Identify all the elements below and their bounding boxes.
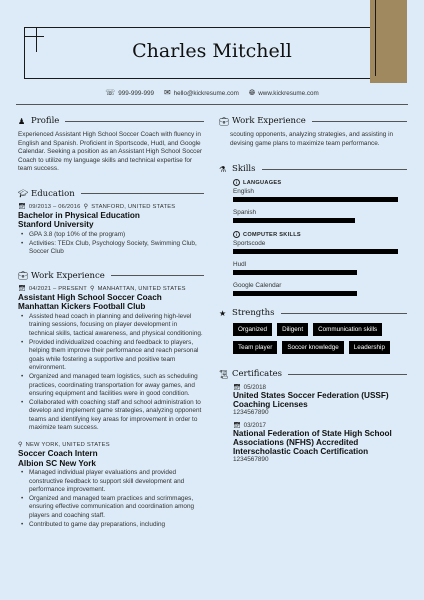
email-text: hello@kickresume.com — [173, 89, 239, 97]
certificate-title: United States Soccer Federation (USSF) Coaching Licenses — [233, 391, 389, 410]
list-item: • Contributed to game day preparations, including — [18, 521, 204, 530]
strength-tag: Communication skills — [313, 323, 382, 336]
skill-group-name: COMPUTER SKILLS — [243, 231, 301, 238]
work-title: Work Experience — [31, 270, 105, 281]
profile-text: Experienced Assistant High School Soccer Coach with fluency in English and Spanish. Proficient in Sportscode, Hudl, and Google Calendar. Seeking a position as an Assistant High School Soccer Coach to utilize my language skills and technical expertise for team success. — [18, 131, 203, 173]
job-dates: 04/2021 – PRESENT — [28, 285, 88, 292]
right-column — [219, 116, 407, 463]
certificate-date-text: 03/2017 — [243, 422, 266, 430]
globe-icon: 🌐︎ — [248, 88, 256, 97]
email-icon: ✉ — [163, 88, 171, 97]
list-item: • Collaborated with coaching staff and school administration to develop and implement game strategies, analyzing opponent teams and identifying key areas for improvement in order to maximize team success. — [18, 399, 204, 433]
skill-group-heading — [219, 231, 407, 238]
skill-name: Spanish — [233, 209, 257, 217]
skill-bar — [233, 218, 355, 223]
list-item: • Provided individualized coaching and feedback to players, helping them improve their performance and reach personal goals while fostering a supportive and positive team environment. — [18, 339, 204, 373]
education-school: Stanford University — [18, 220, 94, 230]
skill-group — [219, 240, 407, 296]
website-text: www.kickresume.com — [258, 89, 319, 97]
list-item: • Assisted head coach in planning and delivering high-level training sessions, focusing on player development in technical skills, tactical awareness, and physical conditioning. — [18, 313, 204, 339]
education-bullets — [18, 231, 204, 257]
work-heading — [18, 271, 204, 281]
job-bullets — [18, 313, 204, 433]
candidate-name: Charles Mitchell — [132, 40, 292, 62]
contact-website[interactable] — [249, 89, 319, 97]
job-role: Soccer Coach Intern — [18, 449, 98, 459]
list-item: • Activities: TEDx Club, Psychology Society, Swimming Club, Soccer Club — [18, 240, 204, 257]
accent-line — [375, 0, 376, 76]
header-frame-corner-line — [24, 36, 44, 37]
strengths-heading — [219, 308, 407, 318]
job-org: Manhattan Kickers Football Club — [18, 302, 146, 312]
globe-icon: i — [233, 179, 240, 186]
graduation-cap-icon: 🎓︎ — [18, 189, 29, 199]
job-bullets — [18, 469, 204, 529]
certificate-number: 1234567890 — [233, 409, 269, 417]
work-continued-title: Work Experience — [232, 116, 306, 126]
globe-icon: i — [233, 231, 240, 238]
certificate-date — [233, 422, 407, 429]
education-title: Education — [31, 188, 75, 199]
location-pin-icon: ⚲ — [18, 442, 23, 449]
job-location: MANHATTAN, UNITED STATES — [97, 285, 186, 292]
list-item: • Organized and managed team practices and scrimmages, ensuring effective communication and coordination among players and coaching staff. — [18, 495, 204, 521]
contact-row — [0, 89, 424, 97]
education-location: STANFORD, UNITED STATES — [91, 203, 176, 210]
contact-phone[interactable] — [105, 89, 154, 97]
section-rule — [81, 193, 204, 194]
section-rule — [65, 121, 204, 122]
job-role: Assistant High School Soccer Coach — [18, 292, 162, 302]
left-column — [18, 116, 204, 529]
strength-tag: Soccer knowledge — [282, 341, 343, 354]
job-meta — [18, 286, 204, 292]
calendar-icon: 📅︎ — [18, 203, 26, 210]
skills-heading — [219, 164, 407, 174]
skill-bar — [233, 197, 398, 202]
list-item: • Organized and managed team logistics, such as scheduling practices, coordinating transportation for away games, and ensuring equipment and facilities were in good condition. — [18, 373, 204, 399]
job-org: Albion SC New York — [18, 458, 96, 468]
skill-bar — [233, 249, 398, 254]
person-icon: ♟ — [18, 116, 26, 126]
skill-group-heading — [219, 179, 407, 186]
strength-tag: Diligent — [277, 323, 308, 336]
certificate-icon: 📜︎ — [219, 369, 230, 379]
section-rule — [288, 374, 407, 375]
section-rule — [312, 121, 407, 122]
education-dates: 09/2013 – 06/2016 — [28, 203, 81, 210]
skills-title: Skills — [232, 164, 256, 175]
profile-heading — [18, 116, 204, 126]
certificate-title: National Federation of State High School Associations (NFHS) Accredited Interscholastic Coach Certification — [233, 429, 392, 457]
education-heading — [18, 189, 204, 199]
briefcase-icon: 💼︎ — [18, 271, 29, 281]
section-rule — [111, 275, 204, 276]
list-item: • Managed individual player evaluations and provided constructive feedback to support skill development and performance improvement. — [18, 469, 204, 495]
location-pin-icon: ⚲ — [83, 203, 89, 210]
contact-email[interactable] — [164, 89, 239, 97]
certificates-heading — [219, 369, 407, 379]
section-rule — [262, 169, 408, 170]
skill-bar — [233, 270, 357, 275]
work-continued-text: scouting opponents, analyzing strategies, and assisting in devising game plans to maximize team performance. — [230, 131, 394, 147]
location-pin-icon: ⚲ — [90, 285, 95, 292]
certificate-date — [233, 384, 407, 391]
calendar-icon: 📅︎ — [233, 422, 241, 429]
skill-bar — [233, 291, 357, 296]
header-divider — [16, 104, 408, 105]
flask-icon: ⚗ — [219, 164, 227, 174]
certificate-date-text: 05/2018 — [243, 384, 266, 392]
work-continued-heading — [219, 116, 407, 126]
skill-group-name: LANGUAGES — [243, 179, 282, 186]
certificate-list — [219, 384, 407, 463]
strength-tag: Leadership — [349, 341, 390, 354]
strengths-title: Strengths — [232, 308, 275, 319]
strength-tag: Organized — [233, 323, 272, 336]
list-item: • GPA 3.8 (top 10% of the program) — [18, 231, 204, 240]
certificate-number: 1234567890 — [233, 456, 269, 464]
skill-group — [219, 188, 407, 223]
education-meta — [18, 204, 204, 210]
briefcase-icon: 💼︎ — [219, 116, 230, 126]
star-icon: ★ — [219, 308, 227, 318]
education-degree: Bachelor in Physical Education — [18, 210, 140, 220]
job-meta — [18, 442, 204, 448]
phone-text: 999-999-999 — [118, 89, 154, 97]
strength-tag: Team player — [233, 341, 277, 354]
calendar-icon: 📅︎ — [233, 384, 241, 391]
phone-icon: ☏ — [105, 88, 116, 97]
skill-name: Sportscode — [233, 240, 266, 248]
section-rule — [281, 313, 408, 314]
strength-tags — [219, 323, 407, 354]
certificates-title: Certificates — [232, 369, 283, 380]
job-location: NEW YORK, UNITED STATES — [25, 442, 110, 449]
calendar-icon: 📅︎ — [18, 285, 26, 292]
profile-title: Profile — [31, 116, 60, 126]
skill-name: English — [233, 188, 254, 196]
skill-name: Google Calendar — [233, 282, 282, 290]
skill-name: Hudl — [233, 261, 247, 269]
